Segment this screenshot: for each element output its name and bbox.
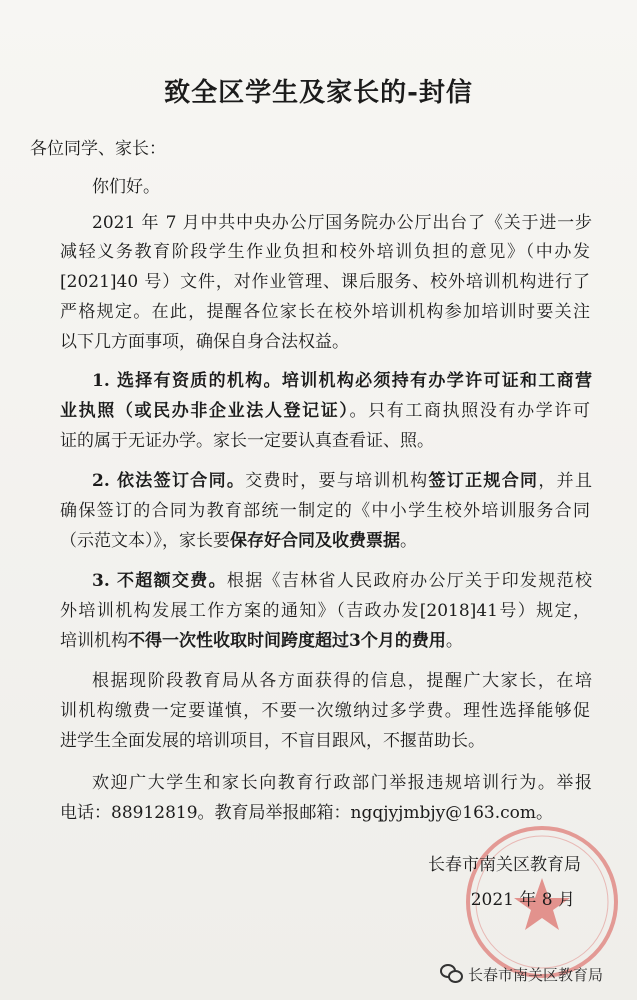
item2-end3: 。 — [400, 531, 417, 551]
item1-bold-part1: 培训机构必须持有办学许可证和工商营 — [281, 371, 592, 391]
greeting: 各位同学、家长： — [30, 139, 166, 159]
item1-bold-part2: 业执照 — [60, 401, 116, 421]
item2-line3 — [60, 530, 590, 552]
wechat-icon — [440, 964, 462, 984]
item3-line1 — [92, 570, 592, 592]
item2-mid: 交费时，要与培训机构 — [245, 471, 429, 491]
item2-pre3: （示范文本）》，家长要 — [60, 531, 230, 551]
para5-line3: 进学生全面发展的培训项目，不盲目跟风，不揠苗助长。 — [60, 731, 485, 751]
para5-line1: 根据现阶段教育局从各方面获得的信息，提醒广大家长，在培 — [92, 671, 592, 691]
para1-line1: 2021 年 7 月中共中央办公厅国务院办公厅出台了《关于进一步 — [92, 213, 592, 233]
item3-bold-fee-limit: 不得一次性收取时间跨度超过3个月的费用 — [128, 631, 446, 651]
footer-account-name: 长春市南关区教育局 — [468, 965, 604, 984]
wechat-footer — [440, 962, 603, 986]
signature-date: 2021 年 8 月 — [470, 890, 575, 910]
item3-pre3: 培训机构 — [60, 631, 128, 651]
item1-heading: 1. 选择有资质的机构。 — [92, 371, 282, 391]
para5-line2: 训机构缴费一定要谨慎，不要一次缴纳过多学费。理性选择能够促 — [60, 701, 590, 721]
item1-line1 — [92, 370, 592, 392]
para1-line2: 减轻义务教育阶段学生作业负担和校外培训负担的意见》（中办发 — [60, 242, 590, 262]
item1-rest: 。只有工商执照没有办学许可 — [349, 401, 590, 421]
item2-bold-receipts: 保存好合同及收费票据 — [230, 531, 400, 551]
letter-title: 致全区学生及家长的-封信 — [164, 78, 473, 108]
item2-heading: 2. 依法签订合同。 — [92, 471, 246, 491]
item1-line2 — [60, 400, 590, 422]
hello: 你们好。 — [92, 177, 160, 197]
item2-line1 — [92, 470, 592, 492]
para1-line3: [2021]40 号）文件，对作业管理、课后服务、校外培训机构进行了 — [60, 272, 590, 292]
para1-line5: 以下几方面事项，确保自身合法权益。 — [60, 332, 349, 352]
item3-line2: 外培训机构发展工作方案的通知》（吉政办发[2018]41号）规定， — [60, 601, 590, 621]
para1-line4: 严格规定。在此，提醒各位家长在校外培训机构参加培训时要关注 — [60, 302, 590, 322]
item3-end3: 。 — [445, 631, 463, 651]
item1-paren: （或民办非企业法人登记证） — [115, 401, 350, 421]
item3-heading: 3. 不超额交费。 — [92, 571, 227, 591]
para6-line1: 欢迎广大学生和家长向教育行政部门举报违规培训行为。举报 — [92, 773, 592, 793]
para6-line2: 电话：88912819。教育局举报邮箱：ngqjyjmbjy@163.com。 — [60, 803, 553, 823]
item3-rest: 根据《吉林省人民政府办公厅关于印发规范校 — [226, 571, 593, 591]
item1-line3: 证的属于无证办学。家长一定要认真查看证、照。 — [60, 431, 434, 451]
item2-end1: ，并且 — [538, 471, 592, 491]
signature-org: 长春市南关区教育局 — [428, 855, 581, 875]
item2-bold-contract: 签订正规合同 — [428, 471, 539, 491]
item3-line3 — [60, 630, 590, 652]
item2-line2: 确保签订的合同为教育部统一制定的《中小学生校外培训服务合同 — [60, 501, 590, 521]
